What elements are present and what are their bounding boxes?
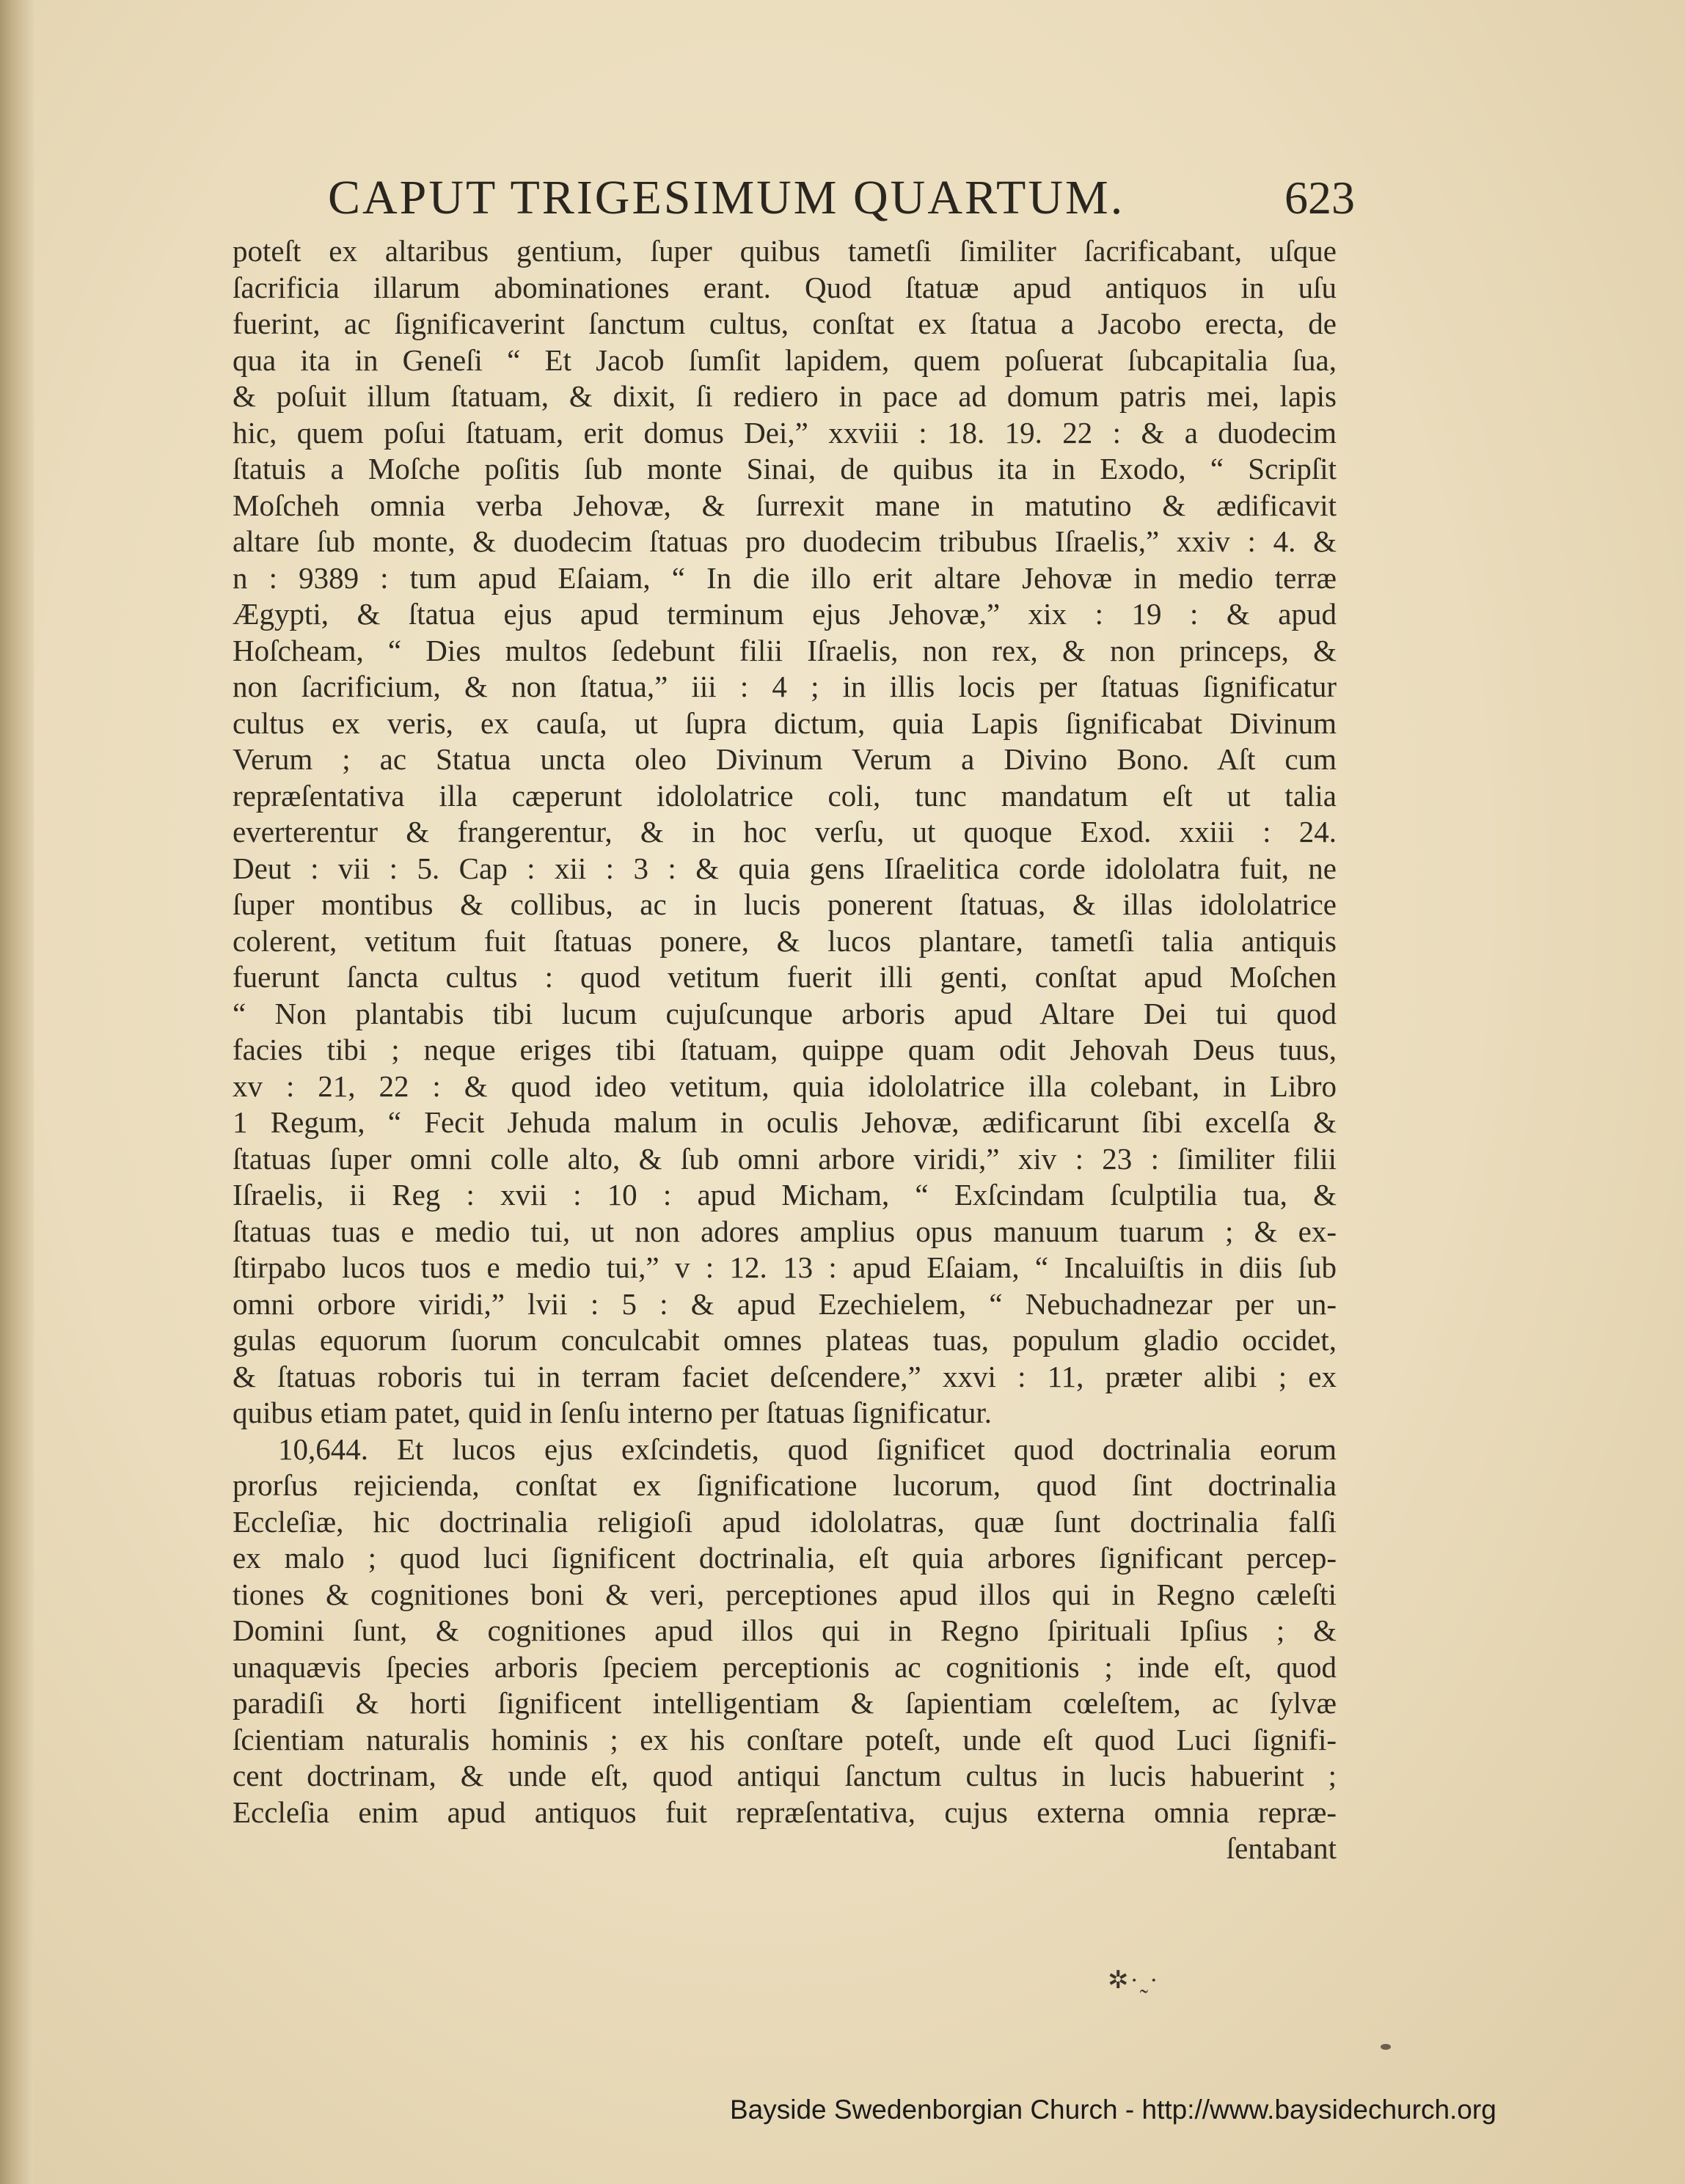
text-line: prorſus rejicienda, conſtat ex ſignificatione lucorum, quod ſint doctrinalia [233, 1468, 1337, 1502]
ink-speck [1381, 2044, 1391, 2050]
text-line: paradiſi & horti ſignificent intelligentiam & ſapientiam cœleſtem, ac ſylvæ [233, 1686, 1337, 1720]
text-line: ſtirpabo lucos tuos e medio tui,” v : 12. 13 : apud Eſaiam, “ Incaluiſtis in diis ſub [233, 1250, 1337, 1284]
text-line: Verum ; ac Statua uncta oleo Divinum Verum a Divino Bono. Aſt cum [233, 742, 1337, 776]
text-line: unaquævis ſpecies arboris ſpeciem perceptionis ac cognitionis ; inde eſt, quod [233, 1649, 1337, 1684]
text-line: Hoſcheam, “ Dies multos ſedebunt filii Iſraelis, non rex, & non princeps, & [233, 633, 1337, 667]
text-line: 1 Regum, “ Fecit Jehuda malum in oculis Jehovæ, ædificarunt ſibi excelſa & [233, 1105, 1337, 1139]
text-line: Deut : vii : 5. Cap : xii : 3 : & quia gens Iſraelitica corde idololatra fuit, ne [233, 851, 1337, 885]
text-line: ſacrificia illarum abominationes erant. Quod ſtatuæ apud antiquos in uſu [233, 270, 1337, 304]
page-gutter-edge [0, 0, 34, 2184]
text-line: n : 9389 : tum apud Eſaiam, “ In die illo erit altare Jehovæ in medio terræ [233, 560, 1337, 595]
text-line: ſtatuis a Moſche poſitis ſub monte Sinai, de quibus ita in Exodo, “ Scripſit [233, 452, 1337, 485]
text-line: fuerunt ſancta cultus : quod vetitum fuerit illi genti, conſtat apud Moſchen [233, 960, 1337, 994]
text-line: everterentur & frangerentur, & in hoc verſu, ut quoque Exod. xxiii : 24. [233, 815, 1337, 849]
running-title: CAPUT TRIGESIMUM QUARTUM. [328, 171, 1125, 224]
text-line: Moſcheh omnia verba Jehovæ, & ſurrexit mane in matutino & ædificavit [233, 488, 1337, 522]
text-line: tiones & cognitiones boni & veri, perceptiones apud illos qui in Regno cæleſti [233, 1577, 1337, 1611]
text-line: & ſtatuas roboris tui in terram faciet deſcendere,” xxvi : 11, præter alibi ; ex [233, 1359, 1337, 1393]
text-line: fuerint, ac ſignificaverint ſanctum cultus, conſtat ex ſtatua a Jacobo erecta, de [233, 307, 1337, 340]
text-line: hic, quem poſui ſtatuam, erit domus Dei,” xxviii : 18. 19. 22 : & a duodecim [233, 415, 1337, 450]
text-line: Ægypti, & ſtatua ejus apud terminum ejus Jehovæ,” xix : 19 : & apud [233, 597, 1337, 631]
text-line: cultus ex veris, ex cauſa, ut ſupra dictum, quia Lapis ſignificabat Divinum [233, 706, 1337, 740]
text-line: facies tibi ; neque eriges tibi ſtatuam, quippe quam odit Jehovah Deus tuus, [233, 1033, 1337, 1066]
main-text [233, 233, 1337, 1867]
paragraph-start-line: 10,644. Et lucos ejus exſcindetis, quod ſignificet quod doctrinalia eorum [278, 1432, 1337, 1466]
text-line: altare ſub monte, & duodecim ſtatuas pro duodecim tribubus Iſraelis,” xxiv : 4. & [233, 524, 1337, 558]
text-line: qua ita in Geneſi “ Et Jacob ſumſit lapidem, quem poſuerat ſubcapitalia ſua, [233, 342, 1337, 377]
text-line: cent doctrinam, & unde eſt, quod antiqui ſanctum cultus in lucis habuerint ; [233, 1759, 1337, 1792]
text-line: non ſacrificium, & non ſtatua,” iii : 4 ; in illis locis per ſtatuas ſignificatur [233, 670, 1337, 703]
text-line: quibus etiam patet, quid in ſenſu interno per ſtatuas ſignificatur. [233, 1396, 993, 1429]
text-line: omni orbore viridi,” lvii : 5 : & apud Ezechielem, “ Nebuchadnezar per un- [233, 1286, 1337, 1321]
text-line: ex malo ; quod luci ſignificent doctrinalia, eſt quia arbores ſignificant percep- [233, 1541, 1337, 1575]
text-line: ſuper montibus & collibus, ac in lucis ponerent ſtatuas, & illas idololatrice [233, 887, 1337, 921]
watermark-credit: Bayside Swedenborgian Church - http://www.baysidechurch.org [730, 2095, 1496, 2125]
text-line: repræſentativa illa cæperunt idololatrice coli, tunc mandatum eſt ut talia [233, 778, 1337, 813]
text-line: “ Non plantabis tibi lucum cujuſcunque arboris apud Altare Dei tui quod [233, 996, 1337, 1030]
text-line: Eccleſia enim apud antiquos fuit repræſentativa, cujus externa omnia repræ- [233, 1795, 1337, 1829]
text-line: ſcientiam naturalis hominis ; ex his conſtare poteſt, unde eſt quod Luci ſignifi- [233, 1722, 1337, 1756]
printer-ornament: ✲·˷· [1108, 1967, 1160, 1994]
page-header [328, 163, 1355, 232]
text-line: gulas equorum ſuorum conculcabit omnes plateas tuas, populum gladio occidet, [233, 1323, 1337, 1357]
text-line: Iſraelis, ii Reg : xvii : 10 : apud Micham, “ Exſcindam ſculptilia tua, & [233, 1178, 1337, 1212]
text-line: ſtatuas tuas e medio tui, ut non adores amplius opus manuum tuarum ; & ex- [233, 1214, 1337, 1248]
text-line: Eccleſiæ, hic doctrinalia religioſi apud idololatras, quæ ſunt doctrinalia falſi [233, 1504, 1337, 1539]
text-line: xv : 21, 22 : & quod ideo vetitum, quia idololatrice illa colebant, in Libro [233, 1069, 1337, 1103]
catchword: ſentabant [1226, 1831, 1337, 1865]
text-line: poteſt ex altaribus gentium, ſuper quibus tametſi ſimiliter ſacrificabant, uſque [233, 234, 1337, 268]
text-line: Domini ſunt, & cognitiones apud illos qui in Regno ſpirituali Ipſius ; & [233, 1613, 1337, 1647]
text-line: colerent, vetitum fuit ſtatuas ponere, & lucos plantare, tametſi talia antiquis [233, 923, 1337, 958]
text-line: ſtatuas ſuper omni colle alto, & ſub omni arbore viridi,” xiv : 23 : ſimiliter filii [233, 1141, 1337, 1176]
text-line: & poſuit illum ſtatuam, & dixit, ſi rediero in pace ad domum patris mei, lapis [233, 379, 1337, 413]
page-number: 623 [1284, 172, 1355, 224]
